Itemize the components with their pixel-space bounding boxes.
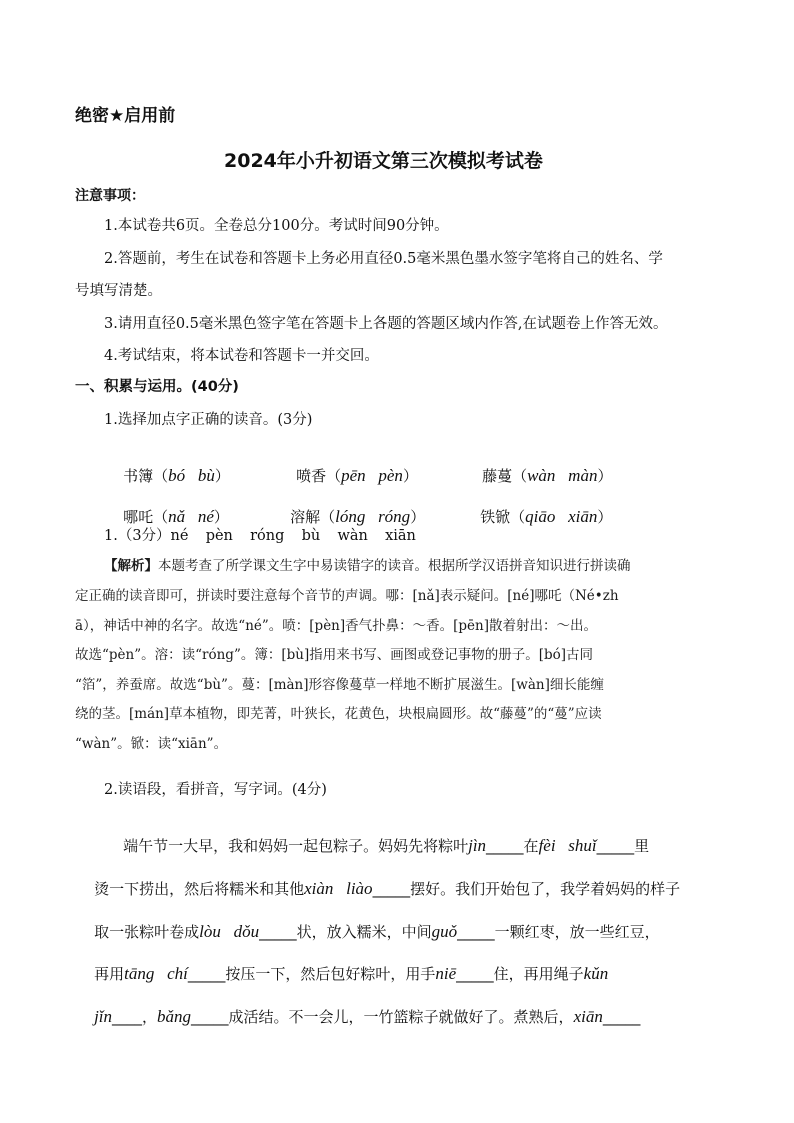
passage-text: 烫一下捞出，然后将糯米和其他 <box>94 880 305 898</box>
choice-word: 书簿（ <box>123 467 169 485</box>
passage-text: 再用 <box>94 965 125 983</box>
passage-line-5 <box>75 987 640 1047</box>
choice-pinyin: lóng róng <box>335 507 411 526</box>
section-1-title: 一、积累与运用。(40分) <box>75 379 239 395</box>
pinyin-prompt: guǒ <box>431 922 458 941</box>
analysis-line-4: 故选“pèn”。溶：读“róng”。簿：[bù]指用来书写、画图或登记事物的册子。[bó]古同 <box>75 647 594 663</box>
notice-item-3: 3.请用直径0.5毫米黑色签字笔在答题卡上各题的答题区域内作答,在试题卷上作答无效。 <box>104 316 668 332</box>
notice-item-1: 1.本试卷共6页。全卷总分100分。考试时间90分钟。 <box>104 218 449 234</box>
passage-text: _____里 <box>596 837 650 855</box>
analysis-label: 【解析】 <box>104 558 158 574</box>
passage-text: ____， <box>112 1008 158 1026</box>
choice-pinyin: wàn màn <box>527 466 598 485</box>
choice-bracket: ） <box>213 508 229 526</box>
choice-word: 铁锨（ <box>480 508 526 526</box>
secret-label: 绝密★启用前 <box>75 106 176 126</box>
question-1-prompt: 1.选择加点字正确的读音。(3分) <box>104 412 313 428</box>
analysis-line-6: 绕的茎。[mán]草本植物，即芜菁，叶狭长，花黄色，块根扁圆形。故“藤蔓”的“蔓”应读 <box>75 706 602 722</box>
passage-text: _____在 <box>486 837 539 855</box>
analysis-line-3: ā），神话中神的名字。故选“né”。喷：[pèn]香气扑鼻：～香。[pēn]散着射出：～出。 <box>75 618 598 634</box>
page-title: 2024年小升初语文第三次模拟考试卷 <box>224 150 543 172</box>
analysis-text: 本题考查了所学课文生字中易读错字的读音。根据所学汉语拼音知识进行拼读确 <box>158 558 631 574</box>
pinyin-prompt: niē <box>435 964 457 983</box>
passage-text: _____状，放入糯米，中间 <box>259 923 432 941</box>
choice-pinyin: pēn pèn <box>341 466 403 485</box>
passage-text: _____一颗红枣，放一些红豆， <box>457 923 660 941</box>
choice-bracket: ） <box>597 508 613 526</box>
passage-text: 取一张粽叶卷成 <box>94 923 200 941</box>
choice-pinyin: qiāo xiān <box>525 507 598 526</box>
notice-item-2-line-1: 2.答题前，考生在试卷和答题卡上务必用直径0.5毫米黑色墨水签字笔将自己的姓名、学 <box>104 251 663 267</box>
choice-bracket: ） <box>402 467 418 485</box>
choice-bracket: ） <box>410 508 426 526</box>
passage-text: _____住，再用绳子 <box>456 965 584 983</box>
pinyin-prompt: xiān <box>573 1007 603 1026</box>
pinyin-prompt: kǔn <box>583 964 609 983</box>
analysis-line-2: 定正确的读音即可，拼读时要注意每个音节的声调。哪：[nǎ]表示疑问。[né]哪吒（Né•zh <box>75 588 619 604</box>
pinyin-prompt: lòu dǒu <box>199 922 260 941</box>
passage-text: 端午节一大早，我和妈妈一起包粽子。妈妈先将粽叶 <box>123 837 469 855</box>
analysis-line-1 <box>104 551 631 581</box>
choice-word: 哪吒（ <box>123 508 169 526</box>
passage-text: _____按压一下，然后包好粽叶，用手 <box>187 965 436 983</box>
notice-heading: 注意事项： <box>75 188 145 204</box>
analysis-line-7: “wàn”。锨：读“xiān”。 <box>75 736 228 752</box>
pinyin-prompt: tāng chí <box>124 964 188 983</box>
choice-word: 藤蔓（ <box>482 467 528 485</box>
choice-bracket: ） <box>597 467 613 485</box>
pinyin-prompt: fèi shuǐ <box>538 836 597 855</box>
passage-text: _____摆好。我们开始包了，我学着妈妈的样子 <box>372 880 681 898</box>
pinyin-prompt: jìn <box>468 836 487 855</box>
passage-text: _____成活结。不一会儿，一竹篮粽子就做好了。煮熟后， <box>191 1008 574 1026</box>
pinyin-prompt: jǐn <box>94 1007 113 1026</box>
choice-word: 溶解（ <box>290 508 336 526</box>
question-2-prompt: 2.读语段，看拼音，写字词。(4分) <box>104 782 327 798</box>
passage-text: _____ <box>602 1008 641 1026</box>
choice-tiexian <box>461 487 612 547</box>
choice-pinyin: nǎ né <box>168 507 214 526</box>
question-1-answer: 1.（3分）né pèn róng bù wàn xiān <box>104 528 416 544</box>
choice-pinyin: bó bù <box>168 466 215 485</box>
pinyin-prompt: bǎng <box>157 1007 192 1026</box>
choice-bracket: ） <box>214 467 230 485</box>
choice-word: 喷香（ <box>296 467 342 485</box>
notice-item-4: 4.考试结束，将本试卷和答题卡一并交回。 <box>104 348 379 364</box>
pinyin-prompt: xiàn liào <box>304 879 373 898</box>
notice-item-2-line-2: 号填写清楚。 <box>75 283 162 299</box>
analysis-line-5: “箔”，养蚕席。故选“bù”。蔓：[màn]形容像蔓草一样地不断扩展滋生。[wàn]细长能缠 <box>75 677 604 693</box>
